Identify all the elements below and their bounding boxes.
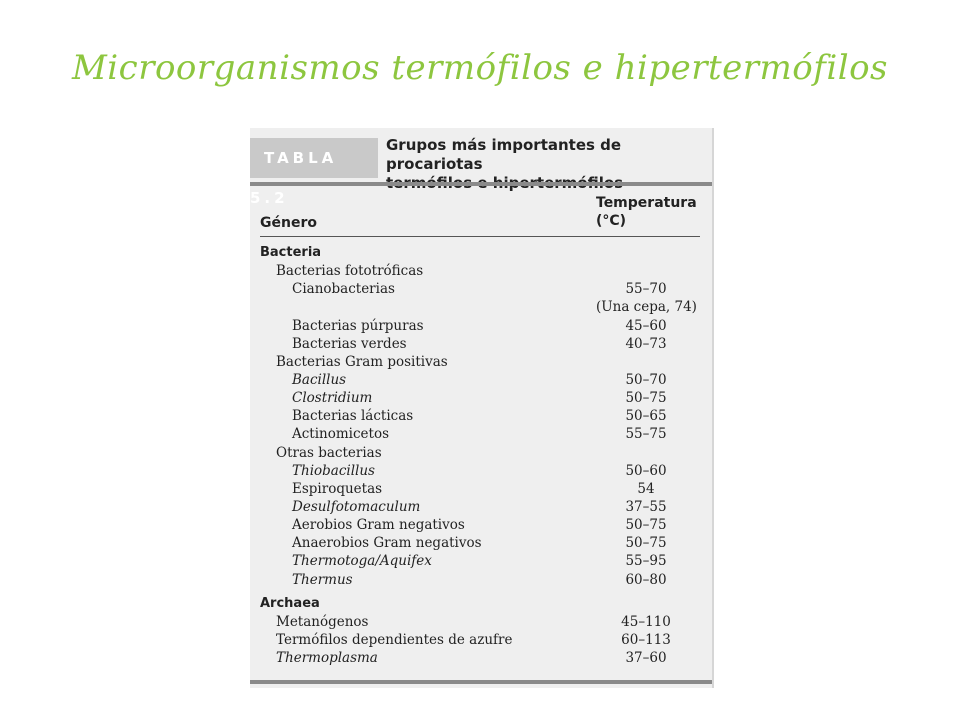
table-row: (Una cepa, 74) — [596, 299, 697, 316]
table-row: Thermus 60–80 — [292, 571, 667, 588]
table-image — [250, 128, 714, 688]
table-row: Otras bacterias — [276, 444, 382, 461]
table-row: Cianobacterias 55–70 — [292, 281, 667, 298]
table-row: Metanógenos 45–110 — [276, 613, 671, 630]
table-tag: TABLA 5.2 — [250, 138, 378, 178]
table-row: Thermoplasma 37–60 — [276, 650, 667, 667]
table-row: Bacterias fototróficas — [276, 263, 424, 280]
col-genus-header: Género — [260, 215, 317, 231]
table-row: Thiobacillus 50–60 — [292, 462, 667, 479]
table-row: Bacterias lácticas 50–65 — [292, 408, 667, 425]
table-row: Actinomicetos 55–75 — [292, 426, 667, 443]
table-row: Bacterias púrpuras 45–60 — [292, 317, 667, 334]
col-temp-line1: Temperatura — [596, 195, 697, 211]
top-rule — [250, 182, 712, 186]
table-row: Aerobios Gram negativos 50–75 — [292, 517, 667, 534]
slide-title: Microorganismos termófilos e hipertermófilos — [71, 48, 889, 88]
table-row: Bacillus 50–70 — [292, 371, 667, 388]
col-temp-header — [596, 194, 697, 230]
table-row: Thermotoga/Aquifex 55–95 — [292, 553, 667, 570]
table-caption-line1: Grupos más importantes de procariotas — [386, 136, 622, 173]
header-rule — [260, 236, 700, 237]
table-row: Desulfotomaculum 37–55 — [292, 498, 667, 515]
col-temp-line2: (°C) — [596, 213, 627, 229]
table-row: Clostridium 50–75 — [292, 390, 667, 407]
table-body — [250, 244, 712, 667]
table-row: Espiroquetas 54 — [292, 480, 655, 497]
bottom-rule — [250, 680, 712, 684]
table-row: Bacteria — [260, 245, 322, 260]
table-row: Archaea — [260, 595, 320, 611]
table-row: Anaerobios Gram negativos 50–75 — [292, 535, 667, 552]
table-row: Bacterias verdes 40–73 — [292, 335, 667, 352]
table-row: Termófilos dependientes de azufre 60–113 — [276, 631, 671, 648]
table-row: Bacterias Gram positivas — [276, 353, 448, 370]
